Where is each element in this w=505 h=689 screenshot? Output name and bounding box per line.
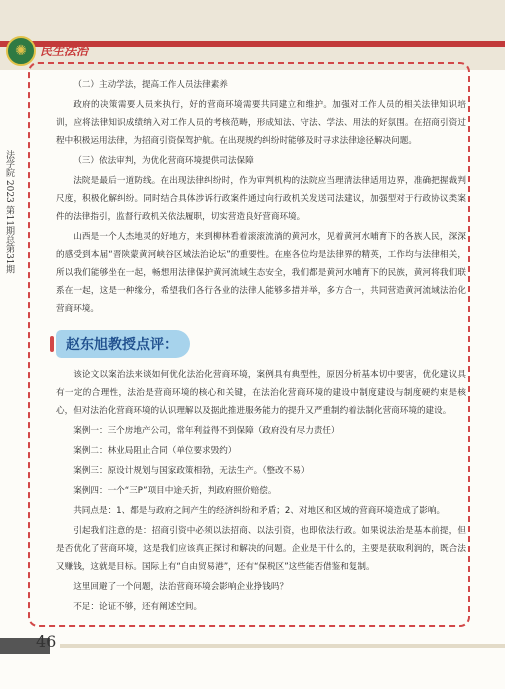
closing-paragraph: 山西是一个人杰地灵的好地方，来到柳林看着滚滚流淌的黄河水，见着黄河水哺育下的各族人民，深深的感受到本届“晋陕蒙黄河峡谷区域法治论坛”的重要性。在座各位均是法律界的精英，工作均与法律相关，所以我们能够坐在一起，畅想用法律保护黄河流域生态安全，我们都是黄河水哺育下的民族，黄河将我们联系在一起，这是一种缘分，希望我们各行各业的法律人能够多措并举，多方合一，共同营造黄河流域法治化营商环境。 xyxy=(56,232,466,314)
case-item: 案例二：林业局阻止合同（单位要求毁约） xyxy=(73,446,237,456)
journal-issue-label: 法学院 2023 第11期总第31期 xyxy=(4,150,14,274)
section-3-paragraph: 法院是最后一道防线。在出现法律纠纷时，作为审判机构的法院应当理清法律适用边界，准确把握裁判尺度，积极化解纠纷。同时结合具体涉诉行政案件通过向行政机关发送司法建议，加强型对于行政协议类案件的法律指引，监督行政机关依法履职，切实营造良好营商环境。 xyxy=(56,176,466,222)
conclusion-line: 不足：论证不够，还有阐述空间。 xyxy=(73,602,203,612)
footer-strip xyxy=(60,644,505,648)
comment-badge xyxy=(56,330,190,358)
page-number: 46 xyxy=(36,632,57,651)
comment-intro: 该论文以案治法来谈如何优化法治化营商环境，案例具有典型性，原因分析基本切中要害，优化建议具有一定的合理性，法治是营商环境的核心和关键，在法治化营商环境的建设中制度建设与制度硬约束是核心，但对法治化营商环境的认识理解以及据此推进服务能力的提升又严重制约着法制化营商环境的建设。 xyxy=(56,370,466,416)
attention-paragraph: 引起我们注意的是：招商引资中必须以法招商、以法引资，也即依法行政。如果说法治是基本前提，但是否优化了营商环境，这是我们应该真正探讨和解决的问题。企业是干什么的，主要是获取利润的，既合法又赚钱，这就是目标。国际上有“自由贸易港”，还有“保税区”这些能否借鉴和复制。 xyxy=(56,526,466,572)
header-band xyxy=(0,0,505,70)
section-3-heading: （三）依法审判，为优化营商环境提供司法保障 xyxy=(73,156,254,166)
case-item: 案例一：三个房地产公司，常年利益得不到保障（政府没有尽力责任） xyxy=(73,426,340,436)
section-2-heading: （二）主动学法，提高工作人员法律素养 xyxy=(73,80,228,90)
section-2-paragraph: 政府的决策需要人员来执行，好的营商环境需要共同建立和维护。加强对工作人员的相关法律知识培训，应将法律知识成绩纳入对工作人员的考核范畴，形成知法、守法、学法、用法的好氛围。在招商引资过程中积极运用法律，为招商引资保驾护航。在出现规约纠纷时能够及时寻求法律途径解决问题。 xyxy=(56,100,466,146)
common-points: 共同点是：1、都是与政府之间产生的经济纠纷和矛盾；2、对地区和区域的营商环境造成了影响。 xyxy=(73,506,446,516)
article-body xyxy=(56,76,466,618)
emblem-icon: ✺ xyxy=(6,36,36,66)
case-item: 案例三：原设计规划与国家政策相勃，无法生产。（整改不易） xyxy=(73,466,310,476)
brand-title: 民生法治 xyxy=(40,44,89,58)
case-item: 案例四：一个“三P”项目中途夭折，判政府照价赔偿。 xyxy=(73,486,277,496)
question-line: 这里回避了一个问题，法治营商环境会影响企业挣钱吗？ xyxy=(73,582,289,592)
comment-badge-label: 赵东旭教授点评： xyxy=(66,337,178,353)
